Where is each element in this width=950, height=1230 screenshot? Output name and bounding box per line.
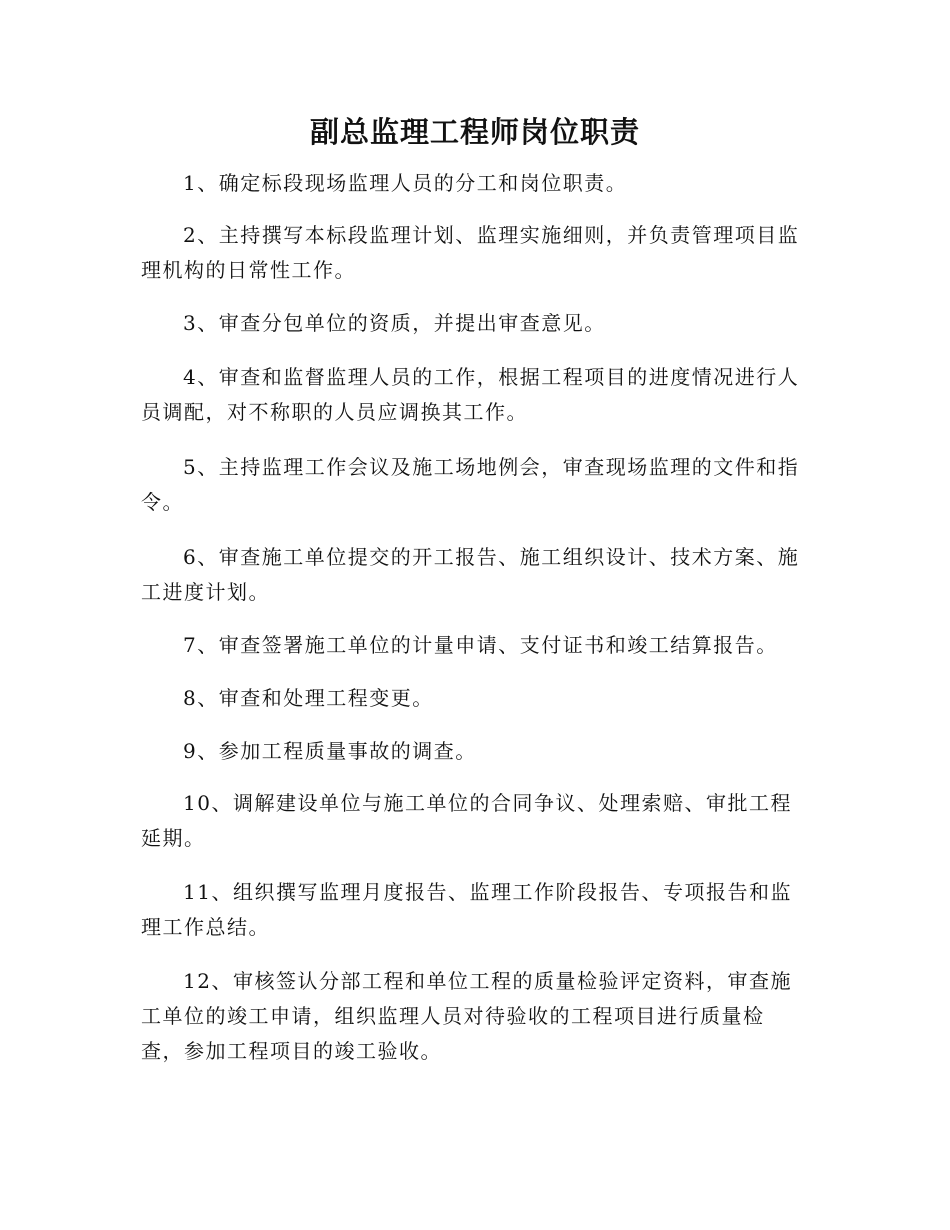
duty-item-9: 9、参加工程质量事故的调查。 [183, 739, 477, 763]
duty-item-6: 6、审查施工单位提交的开工报告、施工组织设计、技术方案、施工进度计划。 [141, 545, 800, 604]
duty-item-10: 10、调解建设单位与施工单位的合同争议、处理索赔、审批工程延期。 [141, 791, 792, 850]
duty-item-1: 1、确定标段现场监理人员的分工和岗位职责。 [183, 171, 628, 195]
duty-item-5: 5、主持监理工作会议及施工场地例会，审查现场监理的文件和指令。 [141, 455, 800, 514]
duty-item-4: 4、审查和监督监理人员的工作，根据工程项目的进度情况进行人员调配，对不称职的人员应调换其工作。 [141, 365, 800, 424]
duty-item-12: 12、审核签认分部工程和单位工程的质量检验评定资料，审查施工单位的竣工申请，组织监理人员对待验收的工程项目进行质量检查，参加工程项目的竣工验收。 [141, 969, 792, 1063]
duty-item-2: 2、主持撰写本标段监理计划、监理实施细则，并负责管理项目监理机构的日常性工作。 [141, 223, 800, 282]
duty-item-8: 8、审查和处理工程变更。 [183, 686, 434, 710]
duty-item-3: 3、审查分包单位的资质，并提出审查意见。 [183, 311, 606, 335]
duty-item-11: 11、组织撰写监理月度报告、监理工作阶段报告、专项报告和监理工作总结。 [141, 880, 792, 939]
duty-item-7: 7、审查签署施工单位的计量申请、支付证书和竣工结算报告。 [183, 633, 778, 657]
document-title: 副总监理工程师岗位职责 [309, 115, 640, 149]
